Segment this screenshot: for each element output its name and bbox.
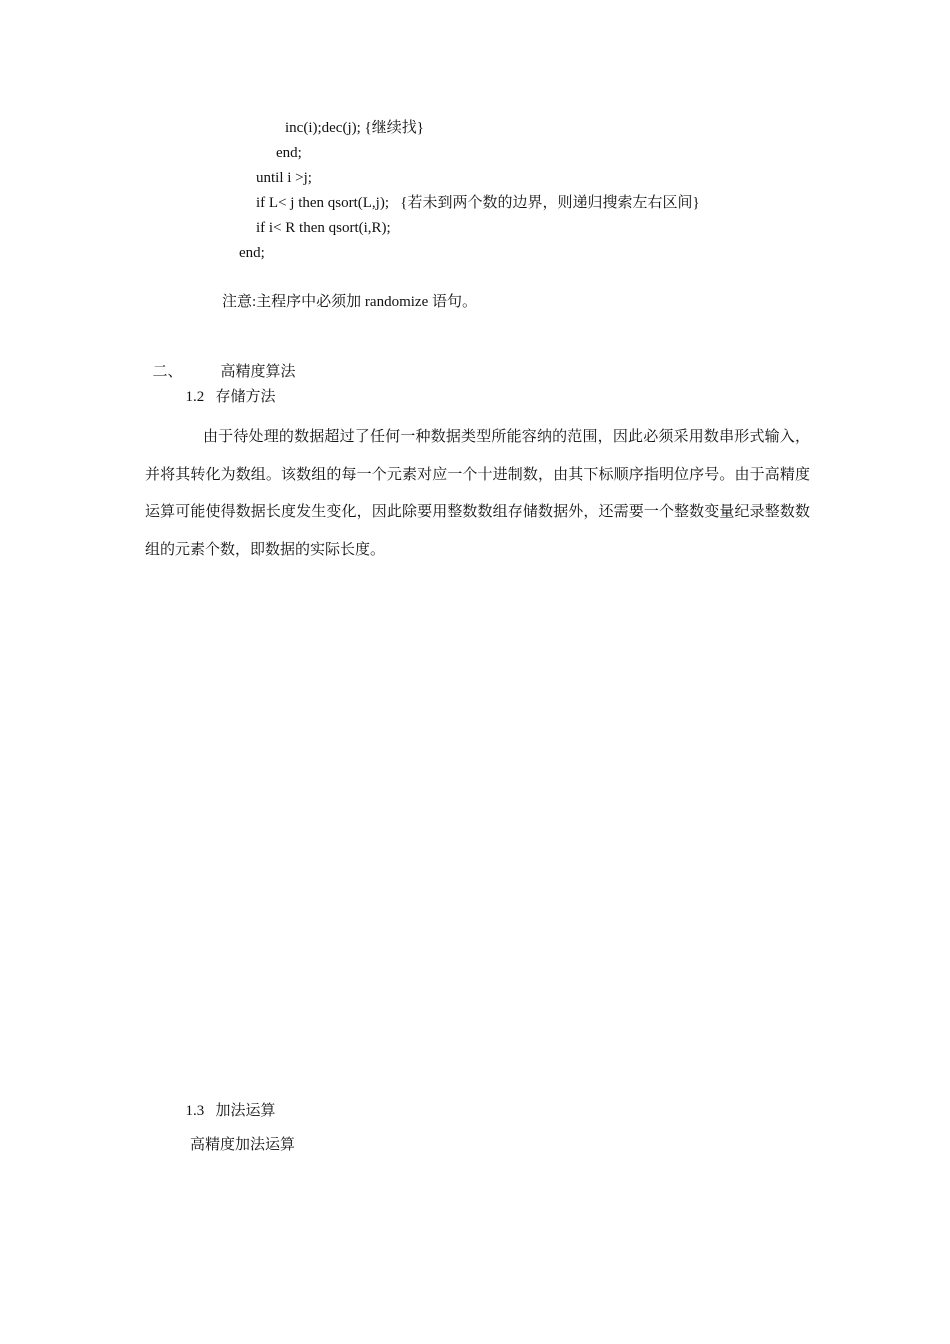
subsection-title: 存储方法: [215, 389, 276, 405]
code-line-5: if i< R then qsort(i,R);: [256, 220, 391, 236]
subsection-number: 1.3: [185, 1103, 205, 1119]
code-line-2: end;: [276, 145, 302, 161]
subsection-heading-1-3: [178, 1081, 276, 1121]
code-line-4: if L< j then qsort(L,j); {若未到两个数的边界，则递归搜索左右区间}: [256, 195, 700, 211]
subsection-heading-1-2: [178, 367, 276, 407]
section-number: 二、: [152, 364, 183, 380]
subsection-title: 加法运算: [215, 1103, 276, 1119]
subsection-body-text: 高精度加法运算: [190, 1137, 296, 1153]
section-title: 高精度算法: [220, 364, 296, 380]
code-line-3: until i >j;: [256, 170, 312, 186]
code-line-1: inc(i);dec(j); {继续找}: [285, 120, 424, 136]
subsection-number: 1.2: [185, 389, 205, 405]
code-line-6: end;: [239, 245, 265, 261]
body-paragraph: 由于待处理的数据超过了任何一种数据类型所能容纳的范围，因此必须采用数串形式输入，并将其转化为数组。该数组的每一个元素对应一个十进制数，由其下标顺序指明位序号。由于高精度运算可能使得数据长度发生变化，因此除要用整数数组存储数据外，还需要一个整数变量纪录整数数组的元素个数，即数据的实际长度。: [145, 429, 810, 558]
note-text: 注意:主程序中必须加 randomize 语句。: [222, 294, 477, 310]
